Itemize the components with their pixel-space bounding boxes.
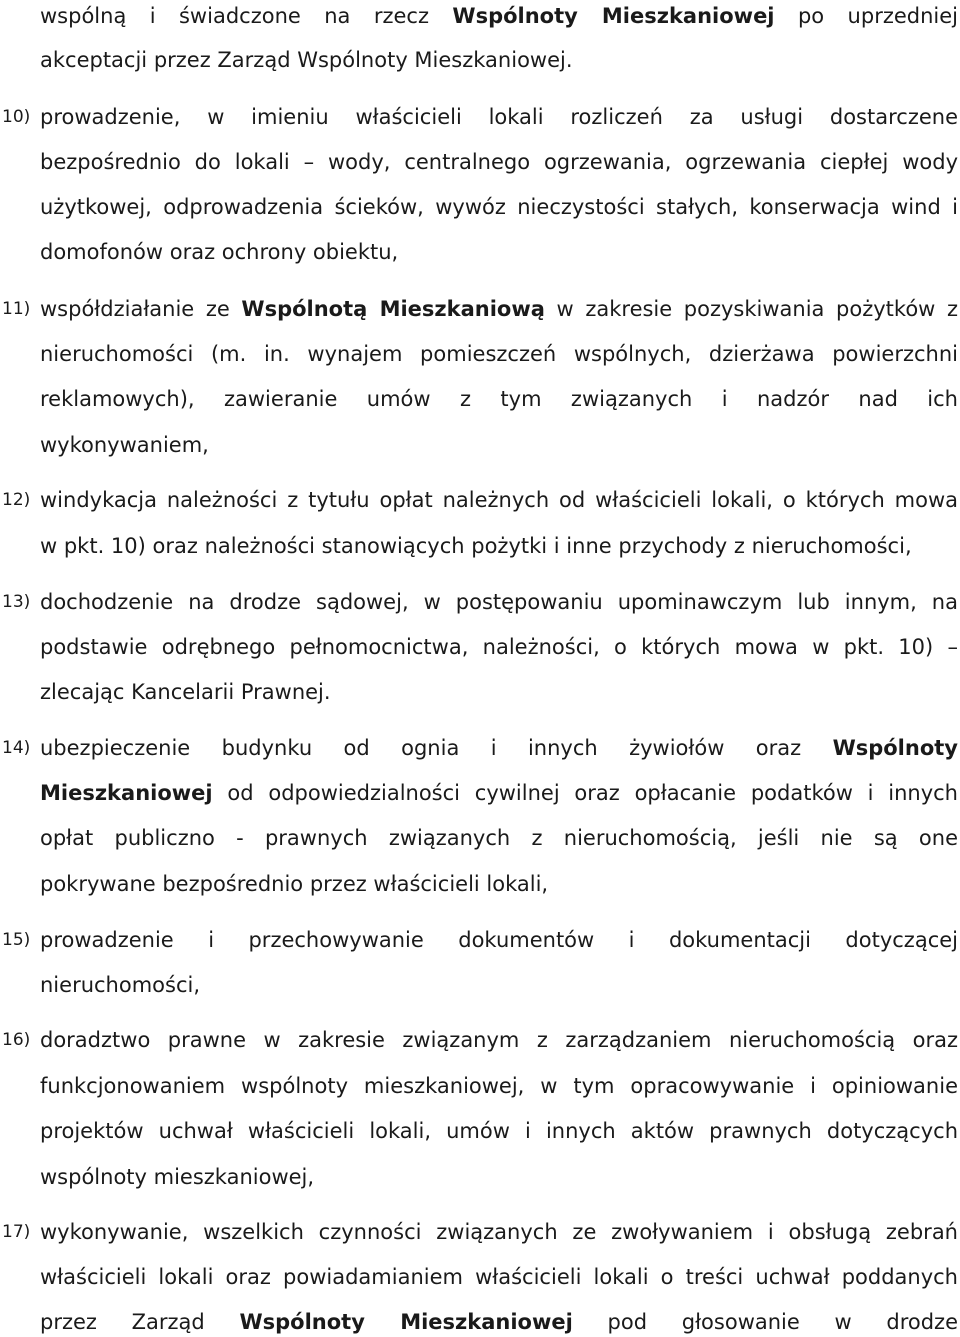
- text-line: nieruchomości (m. in. wynajem pomieszczeń wspólnych, dzierżawa powierzchni: [40, 342, 958, 366]
- text-line: nieruchomości,: [40, 973, 201, 997]
- text-line: właścicieli lokali oraz powiadamianiem właścicieli lokali o treści uchwał poddanych: [40, 1265, 958, 1289]
- text-line: wspólnoty mieszkaniowej,: [40, 1165, 315, 1189]
- text-line: windykacja należności z tytułu opłat należnych od właścicieli lokali, o których mowa: [40, 488, 958, 512]
- text-line: prowadzenie, w imieniu właścicieli lokali rozliczeń za usługi dostarczene: [40, 105, 958, 129]
- text-line: projektów uchwał właścicieli lokali, umów i innych aktów prawnych dotyczących: [40, 1119, 958, 1143]
- item-number: 11): [2, 299, 31, 319]
- text-line: dochodzenie na drodze sądowej, w postępowaniu upominawczym lub innym, na: [40, 590, 958, 614]
- item-number: 14): [2, 738, 31, 758]
- text-line: pokrywane bezpośrednio przez właścicieli lokali,: [40, 872, 549, 896]
- text-line: bezpośrednio do lokali – wody, centralnego ogrzewania, ogrzewania ciepłej wody: [40, 150, 958, 174]
- item-number: 10): [2, 107, 31, 127]
- text-line: zlecając Kancelarii Prawnej.: [40, 680, 331, 704]
- intro-line-2: akceptacji przez Zarząd Wspólnoty Mieszkaniowej.: [40, 48, 573, 72]
- text-line: podstawie odrębnego pełnomocnictwa, należności, o których mowa w pkt. 10) –: [40, 635, 958, 659]
- text-line: prowadzenie i przechowywanie dokumentów i dokumentacji dotyczącej: [40, 928, 958, 952]
- text-line: przez Zarząd Wspólnoty Mieszkaniowej pod głosowanie w drodze: [40, 1310, 959, 1334]
- text-line: domofonów oraz ochrony obiektu,: [40, 240, 399, 264]
- item-number: 17): [2, 1222, 31, 1242]
- text-line: reklamowych), zawieranie umów z tym związanych i nadzór nad ich: [40, 387, 958, 411]
- text-line: opłat publiczno - prawnych związanych z nieruchomością, jeśli nie są one: [40, 826, 958, 850]
- item-number: 15): [2, 930, 31, 950]
- text-line: w pkt. 10) oraz należności stanowiących pożytki i inne przychody z nieruchomości,: [40, 534, 912, 558]
- text-line: wykonywaniem,: [40, 433, 209, 457]
- item-number: 12): [2, 490, 31, 510]
- text-line: współdziałanie ze Wspólnotą Mieszkaniową w zakresie pozyskiwania pożytków z: [40, 297, 958, 321]
- text-line: ubezpieczenie budynku od ognia i innych żywiołów oraz Wspólnoty: [40, 736, 958, 760]
- text-line: doradztwo prawne w zakresie związanym z zarządzaniem nieruchomością oraz: [40, 1028, 958, 1052]
- text-line: Mieszkaniowej od odpowiedzialności cywilnej oraz opłacanie podatków i innych: [40, 781, 958, 805]
- text-line: wykonywanie, wszelkich czynności związanych ze zwoływaniem i obsługą zebrań: [40, 1220, 958, 1244]
- text-line: funkcjonowaniem wspólnoty mieszkaniowej, w tym opracowywanie i opiniowanie: [40, 1074, 958, 1098]
- item-number: 16): [2, 1030, 31, 1050]
- intro-line-1: wspólną i świadczone na rzecz Wspólnoty Mieszkaniowej po uprzedniej: [40, 4, 958, 28]
- item-number: 13): [2, 592, 31, 612]
- text-line: użytkowej, odprowadzenia ścieków, wywóz nieczystości stałych, konserwacja wind i: [40, 195, 958, 219]
